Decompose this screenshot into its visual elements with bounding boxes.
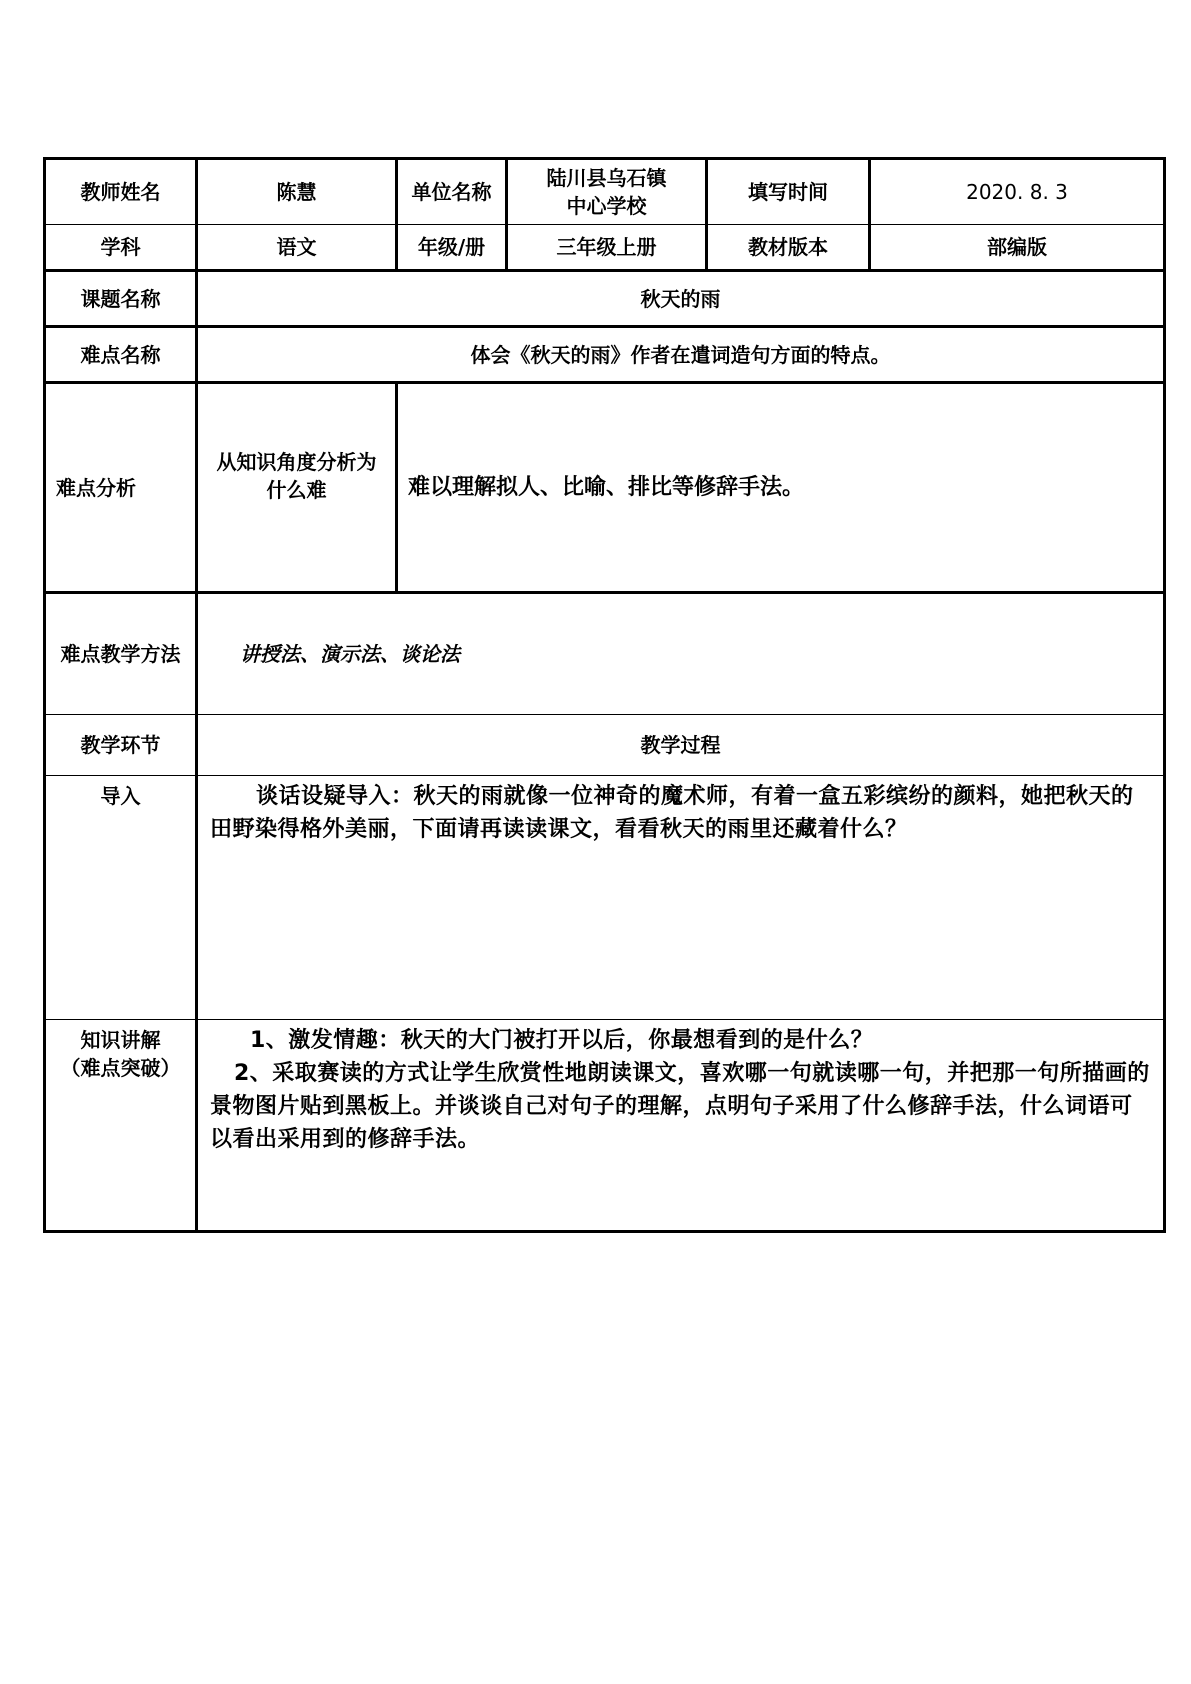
row-teacher-info bbox=[45, 159, 1165, 225]
row-subject-info bbox=[45, 225, 1165, 271]
analysis-label: 难点分析 bbox=[45, 383, 197, 593]
knowledge-cell bbox=[197, 1020, 1165, 1232]
grade-value: 三年级上册 bbox=[507, 225, 707, 271]
row-difficulty-name bbox=[45, 327, 1165, 383]
knowledge-label-line1: 知识讲解 bbox=[80, 1028, 161, 1052]
intro-label: 导入 bbox=[45, 776, 197, 1020]
process-stage-label: 教学环节 bbox=[45, 715, 197, 776]
intro-text: 谈话设疑导入：秋天的雨就像一位神奇的魔术师，有着一盒五彩缤纷的颜料，她把秋天的田野染得格外美丽，下面请再读读课文，看看秋天的雨里还藏着什么？ bbox=[210, 784, 1134, 842]
method-label: 难点教学方法 bbox=[45, 593, 197, 715]
row-intro bbox=[45, 776, 1165, 1020]
row-topic bbox=[45, 271, 1165, 327]
edition-value: 部编版 bbox=[870, 225, 1165, 271]
analysis-value: 难以理解拟人、比喻、排比等修辞手法。 bbox=[397, 383, 1165, 593]
subject-value: 语文 bbox=[197, 225, 397, 271]
difficulty-value: 体会《秋天的雨》作者在遣词造句方面的特点。 bbox=[197, 327, 1165, 383]
unit-name-line2: 中心学校 bbox=[566, 194, 647, 218]
knowledge-label bbox=[45, 1020, 197, 1232]
unit-name-line1: 陆川县乌石镇 bbox=[546, 166, 667, 190]
row-teaching-method bbox=[45, 593, 1165, 715]
knowledge-point-1: 1、激发情趣：秋天的大门被打开以后，你最想看到的是什么？ bbox=[250, 1028, 874, 1053]
topic-label: 课题名称 bbox=[45, 271, 197, 327]
row-process-header bbox=[45, 715, 1165, 776]
row-knowledge bbox=[45, 1020, 1165, 1232]
subject-label: 学科 bbox=[45, 225, 197, 271]
unit-name-value bbox=[507, 159, 707, 225]
difficulty-label: 难点名称 bbox=[45, 327, 197, 383]
method-value: 讲授法、演示法、谈论法 bbox=[197, 593, 1165, 715]
grade-label: 年级/册 bbox=[397, 225, 507, 271]
row-difficulty-analysis bbox=[45, 383, 1165, 593]
analysis-sub-label bbox=[197, 383, 397, 593]
intro-cell bbox=[197, 776, 1165, 1020]
teacher-name-label: 教师姓名 bbox=[45, 159, 197, 225]
analysis-sub-label-line2: 什么难 bbox=[266, 477, 327, 502]
unit-name-label: 单位名称 bbox=[397, 159, 507, 225]
analysis-sub-label-line1: 从知识角度分析为 bbox=[216, 449, 377, 474]
process-label: 教学过程 bbox=[197, 715, 1165, 776]
fill-date-label: 填写时间 bbox=[707, 159, 870, 225]
fill-date-value: 2020. 8. 3 bbox=[870, 159, 1165, 225]
teacher-name-value: 陈慧 bbox=[197, 159, 397, 225]
knowledge-point-2: 2、采取赛读的方式让学生欣赏性地朗读课文，喜欢哪一句就读哪一句，并把那一句所描画的景物图片贴到黑板上。并谈谈自己对句子的理解，点明句子采用了什么修辞手法，什么词语可以看出采用到的修辞手法。 bbox=[210, 1061, 1150, 1152]
lesson-form-table bbox=[43, 157, 1166, 1233]
topic-value: 秋天的雨 bbox=[197, 271, 1165, 327]
knowledge-label-line2: （难点突破） bbox=[60, 1056, 181, 1080]
edition-label: 教材版本 bbox=[707, 225, 870, 271]
